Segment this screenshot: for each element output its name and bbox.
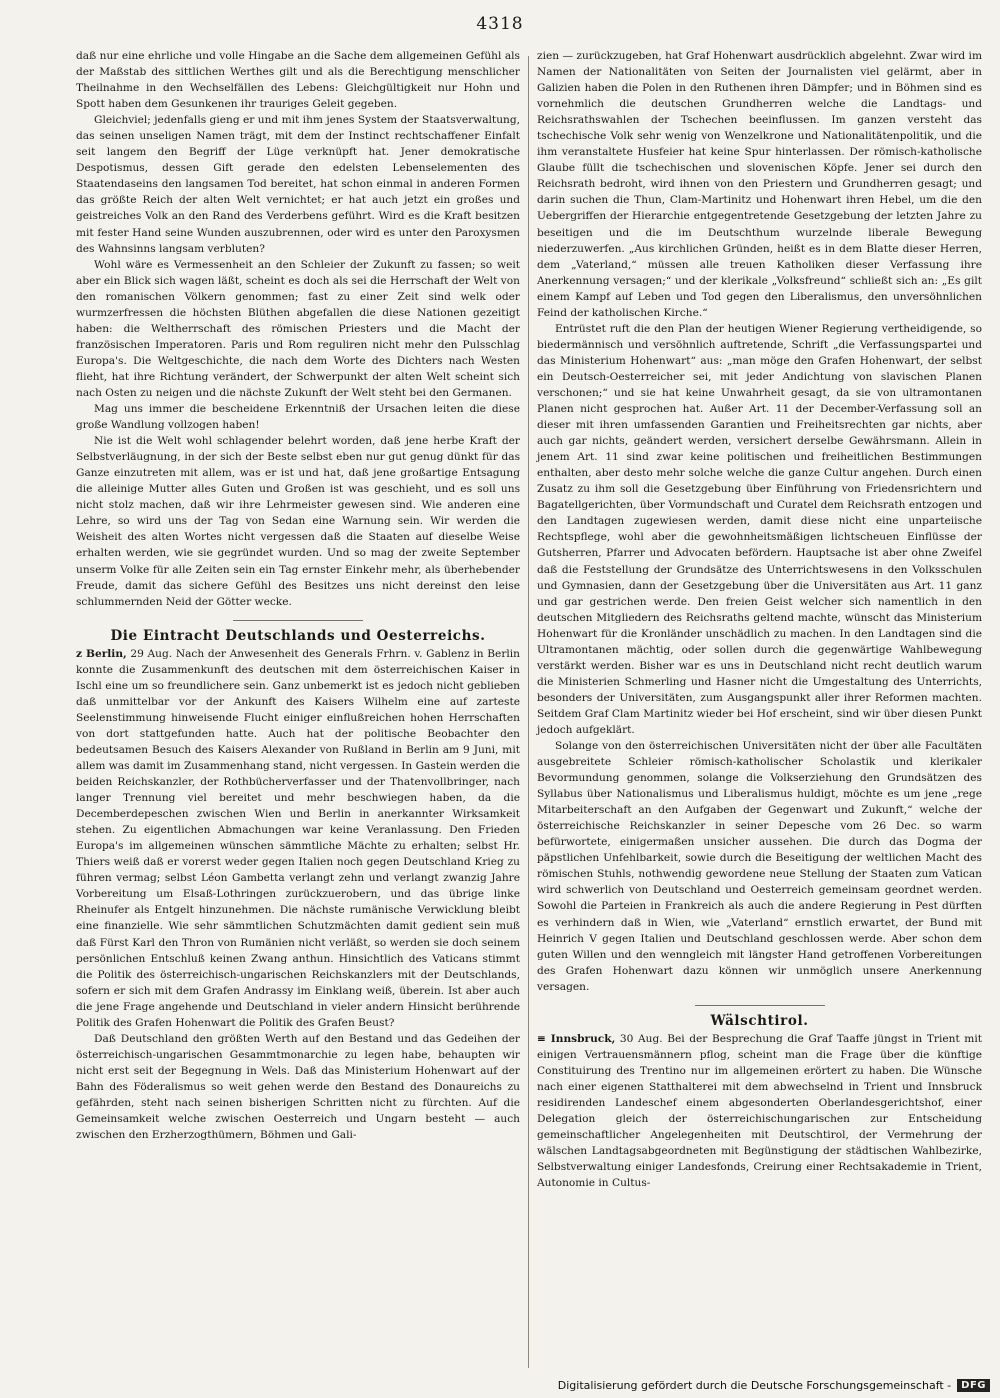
section-separator — [233, 620, 363, 621]
article-heading: Wälschtirol. — [710, 1012, 809, 1029]
date: 30 Aug. — [619, 1032, 663, 1045]
article-text: Nach der Anwesenheit des Generals Frhrn. v. Gablenz in Berlin konnte die Zusammenkunft des deutschen mit dem österreichischen Kaiser in Ischl eine um so freundlichere sein. Ganz unbemerkt ist es jedoch nicht geblieben daß unmittelbar vor der Ankunft des Kaisers Wilhelm eine auf zarteste Seelenstimmung hinweisende Flucht einiger einflußreichen hohen Herrschaften von dort stattgefunden hatte. Auch hat der politische Beobachter den bedeutsamen Besuch des Kaisers Alexander von Rußland in Berlin am 9 Juni, mit allem was damit im Zusammenhang stand, nicht vergessen. In Gastein werden die beiden Reichskanzler, der Rothbücherverfasser und der Thatenvollbringer, nach langer Trennung viel bereitet und mehr beschwiegen haben, da die Decemberdepeschen zwischen Wien und Berlin in anerkannter Wirksamkeit stehen. Zu eigentlichen Abmachungen war keine Veranlassung. Den Frieden Europa's im allgemeinen wünschen sämmtliche Mächte zu erhalten; selbst Hr. Thiers weiß daß er vorerst weder gegen Italien noch gegen Deutschland Krieg zu führen vermag; selbst Léon Gambetta verlangt zehn und verlangt zwanzig Jahre Vorbereitung um Elsaß-Lothringen zurückzuerobern, und das übrige linke Rheinufer als Entgelt hinzunehmen. Die nächste rumänische Verwicklung bleibt eine finanzielle. Wie sehr sämmtlichen Schutzmächten damit gedient sein muß daß Fürst Karl den Thron von Rumänien nicht verläßt, so werden sie doch seinem persönlichen Entschluß keinen Zwang anthun. Hinsichtlich des Vaticans stimmt die Politik des österreichisch-ungarischen Reichskanzlers mit der Deutschlands, sofern er sich mit dem Grafen Andrassy im Einklang weiß, überein. Ist aber auch die jene Frage angehende und Deutschland in vieler andern Hinsicht berührende Politik des Grafen Hohenwart die Politik des Grafen Beust? — [76, 647, 520, 1029]
section-separator — [695, 1005, 825, 1006]
dateline: z Berlin, — [76, 647, 127, 660]
article-paragraph — [537, 1031, 982, 1191]
date: 29 Aug. — [130, 647, 173, 660]
footer — [558, 1376, 990, 1394]
paragraph: Gleichviel; jedenfalls gieng er und mit ihm jenes System der Staatsverwaltung, das seinen unseligen Namen trägt, mit dem der Instinct rechtschaffener Einfalt seit langem den Begriff der Lüge verknüpft hat. Jener demokratische Despotismus, dessen Gift gerade den edelsten Lebenselementen des Staatendaseins den langsamen Tod bereitet, hat schon einmal in anderen Formen das größte Reich der alten Welt vernichtet; er hat auch jetzt ein großes und geistreiches Volk an den Rand des Verderbens geführt. Wird es die Kraft besitzen mit fester Hand seine Wunden auszubrennen, oder wird es unter den Paroxysmen des Wahnsinns langsam verbluten? — [76, 114, 520, 255]
dfg-logo: DFG — [957, 1379, 990, 1392]
left-column — [76, 48, 520, 1143]
paragraph: Wohl wäre es Vermessenheit an den Schleier der Zukunft zu fassen; so weit aber ein Blick sich wagen läßt, scheint es doch als sei die Herrschaft der Welt von den romanischen Völkern genommen; fast zu einer Zeit sind welk oder wurmzerfressen die höchsten Blüthen abgefallen die diese Nationen gezeitigt haben: die Weltherrschaft des römischen Priesters und die Macht der französischen Imperatoren. Paris und Rom reguliren nicht mehr den Pulsschlag Europa's. Die Weltgeschichte, die nach dem Worte des Dichters nach Westen flieht, hat ihre Richtung verändert, der Schwerpunkt der alten Welt scheint sich nach Osten zu neigen und die nächste Zukunft der Welt steht bei den Germanen. — [76, 258, 520, 399]
article-heading: Die Eintracht Deutschlands und Oesterreichs. — [110, 627, 486, 644]
paragraph: zien — zurückzugeben, hat Graf Hohenwart ausdrücklich abgelehnt. Zwar wird im Namen der Nationalitäten von Seiten der Journalisten viel gelärmt, aber in Galizien haben die Polen in den Ruthenen ihren Dämpfer; und in Böhmen sind es vornehmlich die deutschen Grundherren welche die Landtags- und Reichsrathswahlen der Tschechen beeinflussen. Im ganzen versteht das tschechische Volk sehr wenig von Wenzelkrone und Nationalitätenpolitik, und die ihm veranstaltete Husfeier hat keine Spur hinterlassen. Der römisch-katholische Glaube füllt die tschechischen und slovenischen Köpfe. Jener sei durch den Reichsrath bedroht, wird ihnen von den Priestern und Grundherren gesagt; und darin suchen die Thun, Clam-Martinitz und Hohenwart ihren Hebel, um die den Uebergriffen der Hierarchie entgegentretende Gesetzgebung der letzten Jahre zu beseitigen und die im Deutschthum wurzelnde liberale Bewegung niederzuwerfen. „Aus kirchlichen Gründen, heißt es in dem Blatte dieser Herren, dem „Vaterland,“ müssen alle treuen Katholiken dieser Verfassung ihre Anerkennung versagen;“ und der klerikale „Volksfreund“ schließt sich an: „Es gilt einem Kampf auf Leben und Tod gegen den Liberalismus, den unversöhnlichen Feind der katholischen Kirche.“ — [537, 50, 982, 319]
dateline: ≡ Innsbruck, — [537, 1032, 616, 1045]
paragraph: daß nur eine ehrliche und volle Hingabe an die Sache dem allgemeinen Gefühl als der Maßstab des sittlichen Werthes gilt und als die Berechtigung menschlicher Theilnahme in den Wechselfällen des Lebens: Gleichgültigkeit nur Hohn und Spott haben dem Gesunkenen ihr trauriges Geleit gegeben. — [76, 50, 520, 111]
paragraph: Entrüstet ruft die den Plan der heutigen Wiener Regierung vertheidigende, so biedermännisch und versöhnlich auftretende, Schrift „die Verfassungspartei und das Ministerium Hohenwart“ aus: „man möge den Grafen Hohenwart, der selbst ein Deutsch-Oesterreicher sei, mit jeder Andichtung von slavischen Planen verschonen;“ und sie hat keine Unwahrheit gesagt, da sie von ultramontanen Planen nicht gesprochen hat. Außer Art. 11 der December-Verfassung soll an dieser mit ihren umfassenden Garantien und Freiheitsrechten gar nichts, aber auch gar nichts, geändert werden, versichert derselbe Gewährsmann. Allein in jenem Art. 11 sind zwar keine politischen und freiheitlichen Bestimmungen enthalten, aber desto mehr solche welche die ganze Cultur angehen. Durch einen Zusatz zu ihm soll die Gesetzgebung über Einführung von Friedensrichtern und Bagatellgerichten, über Vormundschaft und Curatel dem Reichsrath entzogen und den Landtagen zugewiesen werden, damit diese nicht eine unparteiische Rechtspflege, wohl aber die gewohnheitsmäßigen lichtscheuen Einflüsse der Gutsherren, Pfarrer und Advocaten befördern. Hauptsache ist aber ohne Zweifel daß die Feststellung der Grundsätze des Unterrichtswesens in den Volksschulen und Gymnasien, dann der Gesetzgebung über die Universitäten aus Art. 11 ganz und gar gestrichen werde. Den freien Geist welcher sich namentlich in den deutschen Mitgliedern des Reichsraths geltend machte, wünscht das Ministerium Hohenwart für die Kronländer unschädlich zu machen. In den Landtagen sind die Ultramontanen mächtig, oder sollen durch die gegenwärtige Wahlbewegung verstärkt werden. Bisher war es uns in Deutschland nicht recht deutlich warum die Ministerien Schmerling und Hasner nicht die Umgestaltung des Unterrichts, besonders der Universitäten, zum Ausgangspunkt aller ihrer Reformen machten. Seitdem Graf Clam Martinitz wieder bei Hof erscheint, sind wir über diesen Punkt jedoch aufgeklärt. — [537, 322, 982, 736]
article-paragraph — [76, 646, 520, 1031]
paragraph: Solange von den österreichischen Universitäten nicht der über alle Facultäten ausgebreitete Schleier römisch-katholischer Scholastik und klerikaler Bevormundung genommen, solange die Volkserziehung den Grundsätzen des Syllabus über Nationalismus und Liberalismus huldigt, möchte es um jene „rege Mitarbeiterschaft an den Aufgaben der Gegenwart und Zukunft,“ welche der österreichische Reichskanzler in seiner Depesche vom 26 Dec. so warm befürwortete, einigermaßen unsicher aussehen. Die durch das Dogma der päpstlichen Unfehlbarkeit, sowie durch die Beseitigung der weltlichen Macht des römischen Stuhls, nothwendig gewordene neue Stellung der Staaten zum Vatican wird schwerlich von Deutschland und Oesterreich gemeinsam geordnet werden. Sowohl die Parteien in Frankreich als auch die andere Regierung in Pest dürften es verhindern daß in Wien, wie „Vaterland“ ernstlich erwartet, der Bund mit Heinrich V gegen Italien und Deutschland geschlossen werde. Aber schon dem guten Willen und den wenngleich mit längster Hand getroffenen Vorbereitungen des Grafen Hohenwart dazu können wir unmöglich unsere Anerkennung versagen. — [537, 740, 982, 993]
paragraph: Mag uns immer die bescheidene Erkenntniß der Ursachen leiten die diese große Wandlung vollzogen haben! — [76, 403, 520, 432]
article-text: Bei der Besprechung die Graf Taaffe jüngst in Trient mit einigen Vertrauensmännern pflog, scheint man die Frage über die künftige Constituirung des Trentino nur im allgemeinen erörtert zu haben. Die Wünsche nach einer eigenen Statthalterei mit dem abwechselnd in Trient und Innsbruck residirenden Landeschef einem abgesonderten Oberlandesgerichtshof, einer Delegation gleich der österreichischungarischen zur Entscheidung gemeinschaftlicher Angelegenheiten mit Deutschtirol, der Vermehrung der wälschen Landtagsabgeordneten mit Begünstigung der städtischen Wahlbezirke, Selbstverwaltung einiger Landesfonds, Creirung einer Rechtsakademie in Trient, Autonomie in Cultus- — [537, 1032, 982, 1190]
paragraph: Nie ist die Welt wohl schlagender belehrt worden, daß jene herbe Kraft der Selbstverläugnung, in der sich der Beste selbst eben nur gut genug dünkt für das Ganze einzutreten mit allem, was er ist und hat, daß jene großartige Entsagung die alleinige Mutter alles Guten und Großen ist was geschieht, und es soll uns nicht stolz machen, daß wir ihre Lehrmeister gewesen sind. Wie anderen eine Lehre, so wird uns der Tag von Sedan eine Warnung sein. Wir werden die Weisheit des alten Wortes nicht vergessen daß die Staaten auf dieselbe Weise erhalten werden, wie sie gegründet wurden. Und so mag der zweite September unserm Volke für alle Zeiten sein ein Tag ernster Einkehr mehr, als überhebender Freude, damit das sichere Gefühl des Besitzes uns nicht dereinst den leise schlummernden Neid der Götter wecke. — [76, 435, 520, 608]
right-column — [537, 48, 982, 1191]
paragraph: Daß Deutschland den größten Werth auf den Bestand und das Gedeihen der österreichisch-ungarischen Gesammtmonarchie zu legen habe, behaupten wir nicht erst seit der Begegnung in Wels. Daß das Ministerium Hohenwart auf der Bahn des Föderalismus so weit gehen werde den Bestand des Donaureichs zu gefährden, steht nach seinen bisherigen Schritten nicht zu fürchten. Auf die Gemeinsamkeit welche zwischen Oesterreich und Ungarn besteht — auch zwischen den Erzherzogthümern, Böhmen und Gali- — [76, 1032, 520, 1142]
column-divider — [528, 56, 529, 1368]
footer-text: Digitalisierung gefördert durch die Deutsche Forschungsgemeinschaft - — [557, 1378, 952, 1392]
page-number: 4318 — [476, 14, 524, 34]
